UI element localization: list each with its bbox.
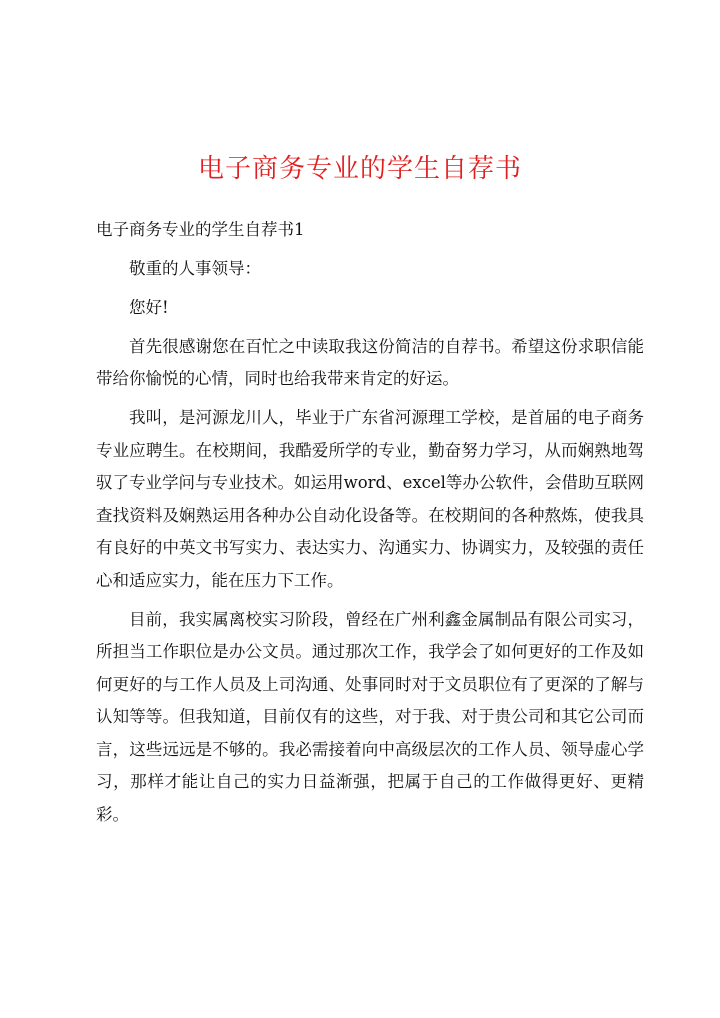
greeting: 您好! xyxy=(129,297,169,317)
document-body xyxy=(96,214,644,831)
section-heading: 电子商务专业的学生自荐书1 xyxy=(96,220,305,239)
document-title: 电子商务专业的学生自荐书 xyxy=(197,154,522,184)
paragraph-intro: 首先很感谢您在百忙之中读取我这份简洁的自荐书。希望这份求职信能带给你愉悦的心情，同时也给我带来肯定的好运。 xyxy=(96,336,644,388)
paragraph-internship: 目前，我实属离校实习阶段，曾经在广州利鑫金属制品有限公司实习，所担当工作职位是办公文员。通过那次工作，我学会了如何更好的工作及如何更好的与工作人员及上司沟通、处事同时对于文员职位有了更深的了解与认知等等。但我知道，目前仅有的这些，对于我、对于贵公司和其它公司而言，这些远远是不够的。我必需接着向中高级层次的工作人员、领导虚心学习，那样才能让自己的实力日益渐强，把属于自己的工作做得更好、更精彩。 xyxy=(96,609,644,824)
paragraph-background: 我叫，是河源龙川人，毕业于广东省河源理工学校，是首届的电子商务专业应聘生。在校期间，我酷爱所学的专业，勤奋努力学习，从而娴熟地驾驭了专业学问与专业技术。如运用word、excel等办公软件，会借助互联网查找资料及娴熟运用各种办公自动化设备等。在校期间的各种熬炼，使我具有良好的中英文书写实力、表达实力、沟通实力、协调实力，及较强的责任心和适应实力，能在压力下工作。 xyxy=(96,408,644,590)
salutation: 敬重的人事领导： xyxy=(129,258,261,278)
